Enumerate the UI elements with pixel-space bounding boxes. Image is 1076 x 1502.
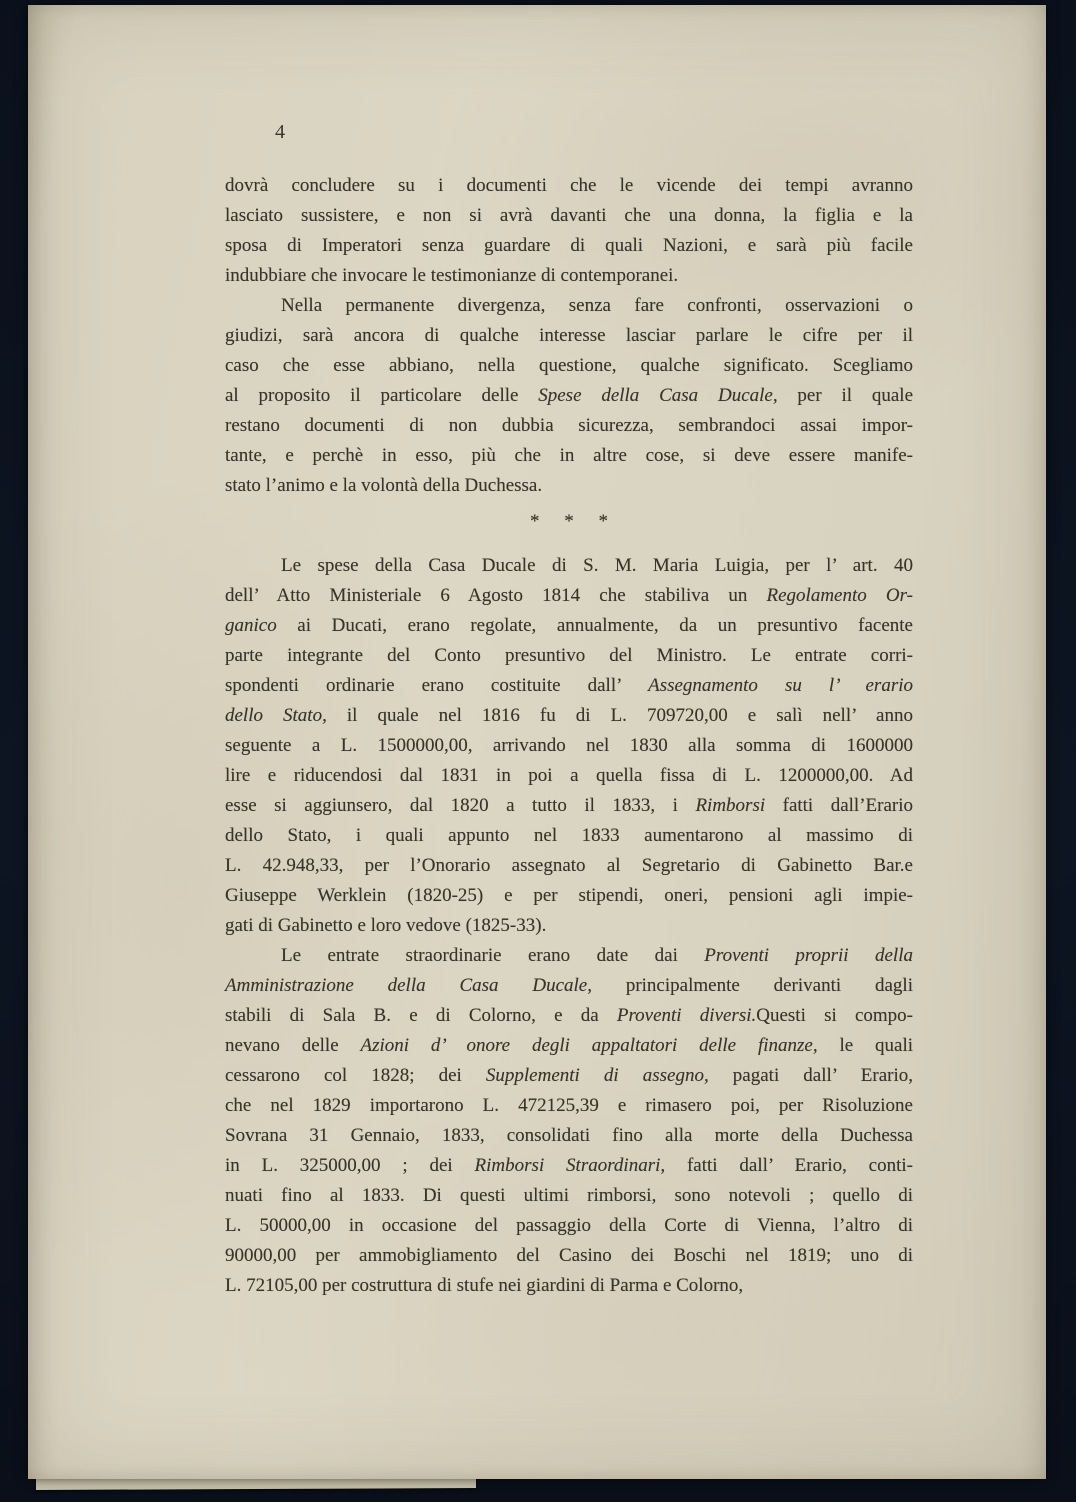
text-run: Giuseppe Werklein (1820-25) e per stipendi, oneri, pensioni agli impie-	[225, 885, 913, 906]
text-line	[225, 941, 913, 971]
text-run: sposa di Imperatori senza guardare di quali Nazioni, e sarà più facile	[225, 235, 913, 256]
text-line	[225, 1061, 913, 1091]
text-run: indubbiare che invocare le testimonianze di contemporanei.	[225, 265, 679, 286]
text-line	[225, 731, 913, 761]
italic-text: Assegnamento su l’ erario	[648, 675, 913, 696]
text-run: il quale nel 1816 fu di L. 709720,00 e salì nell’ anno	[326, 705, 913, 726]
italic-text: ganico	[225, 615, 277, 636]
italic-text: Rimborsi	[695, 795, 766, 816]
italic-text: Proventi diversi.	[616, 1005, 757, 1026]
text-run: gati di Gabinetto e loro vedove (1825-33).	[225, 915, 547, 936]
text-run: al proposito il particolare delle	[225, 385, 539, 406]
text-run: 90000,00 per ammobigliamento del Casino dei Boschi nel 1819; uno di	[225, 1245, 913, 1266]
text-line	[225, 1001, 913, 1031]
text-line	[225, 381, 913, 411]
text-line	[225, 1211, 913, 1241]
text-line	[225, 171, 913, 201]
text-line	[225, 201, 913, 231]
italic-text: Supplementi di assegno,	[485, 1065, 709, 1086]
text-line	[225, 761, 913, 791]
text-line	[225, 351, 913, 381]
text-line	[225, 1241, 913, 1271]
text-run: Le entrate straordinarie erano date dai	[281, 945, 705, 966]
text-line	[225, 231, 913, 261]
text-run: Sovrana 31 Gennaio, 1833, consolidati fino alla morte della Duchessa	[225, 1125, 913, 1146]
text-run: nevano delle	[225, 1035, 361, 1056]
text-line	[225, 1031, 913, 1061]
text-run: giudizi, sarà ancora di qualche interesse lasciar parlare le cifre per il	[225, 325, 913, 346]
text-block	[225, 171, 913, 1301]
text-line	[225, 911, 913, 941]
text-run: parte integrante del Conto presuntivo del Ministro. Le entrate corri-	[225, 645, 913, 666]
paragraph	[225, 171, 913, 291]
text-line	[225, 611, 913, 641]
paragraph	[225, 941, 913, 1301]
text-line	[225, 471, 913, 501]
text-run: fatti dall’ Erario, conti-	[665, 1155, 913, 1176]
text-line	[225, 551, 913, 581]
italic-text: Spese della Casa Ducale,	[538, 385, 778, 406]
italic-text: Regolamento Or-	[766, 585, 913, 606]
text-line	[225, 701, 913, 731]
text-line	[225, 821, 913, 851]
page-number: 4	[275, 121, 285, 143]
text-run: principalmente derivanti dagli	[591, 975, 913, 996]
text-line	[225, 641, 913, 671]
text-line	[225, 1181, 913, 1211]
text-line	[225, 851, 913, 881]
text-run: pagati dall’ Erario,	[708, 1065, 913, 1086]
text-line	[225, 1121, 913, 1151]
text-run: ai Ducati, erano regolate, annualmente, da un presuntivo facente	[276, 615, 913, 636]
text-line	[225, 441, 913, 471]
text-run: cessarono col 1828; dei	[225, 1065, 486, 1086]
text-run: che nel 1829 importarono L. 472125,39 e rimasero poi, per Risoluzione	[225, 1095, 913, 1116]
text-line	[225, 321, 913, 351]
text-run: L. 50000,00 in occasione del passaggio della Corte di Vienna, l’altro di	[225, 1215, 913, 1236]
section-separator: * * *	[530, 511, 618, 532]
text-run: lasciato sussistere, e non si avrà davanti che una donna, la figlia e la	[225, 205, 913, 226]
text-run: per il quale	[777, 385, 913, 406]
book-page	[28, 5, 1046, 1479]
text-run: in L. 325000,00 ; dei	[225, 1155, 475, 1176]
text-run: stabili di Sala B. e di Colorno, e da	[225, 1005, 617, 1026]
text-run: lire e riducendosi dal 1831 in poi a quella fissa di L. 1200000,00. Ad	[225, 765, 913, 786]
text-run: spondenti ordinarie erano costituite dall’	[225, 675, 649, 696]
text-run: restano documenti di non dubbia sicurezza, sembrandoci assai impor-	[225, 415, 913, 436]
text-line	[225, 971, 913, 1001]
text-line	[225, 1091, 913, 1121]
text-line	[225, 411, 913, 441]
text-run: stato l’animo e la volontà della Duchessa.	[225, 475, 543, 496]
text-line	[225, 581, 913, 611]
italic-text: Azioni d’ onore degli appaltatori delle finanze,	[360, 1035, 818, 1056]
text-line	[225, 791, 913, 821]
text-run: dello Stato, i quali appunto nel 1833 aumentarono al massimo di	[225, 825, 913, 846]
text-run: fatti dall’Erario	[765, 795, 913, 816]
text-run: nuati fino al 1833. Di questi ultimi rimborsi, sono notevoli ; quello di	[225, 1185, 913, 1206]
text-run: L. 72105,00 per costruttura di stufe nei giardini di Parma e Colorno,	[225, 1275, 744, 1296]
paragraph	[225, 291, 913, 501]
text-run: Le spese della Casa Ducale di S. M. Maria Luigia, per l’ art. 40	[281, 555, 913, 576]
paragraph	[225, 551, 913, 941]
text-run: dell’ Atto Ministeriale 6 Agosto 1814 che stabiliva un	[225, 585, 767, 606]
text-line	[225, 261, 913, 291]
text-run: dovrà concludere su i documenti che le vicende dei tempi avranno	[225, 175, 913, 196]
text-line	[225, 881, 913, 911]
text-run: esse si aggiunsero, dal 1820 a tutto il 1833, i	[225, 795, 696, 816]
text-run: le quali	[817, 1035, 914, 1056]
italic-text: Amministrazione della Casa Ducale,	[225, 975, 592, 996]
italic-text: Proventi proprii della	[704, 945, 913, 966]
italic-text: dello Stato,	[225, 705, 327, 726]
text-line	[225, 1271, 913, 1301]
text-line	[225, 671, 913, 701]
italic-text: Rimborsi Straordinari,	[474, 1155, 666, 1176]
text-run: seguente a L. 1500000,00, arrivando nel 1830 alla somma di 1600000	[225, 735, 913, 756]
text-line	[225, 1151, 913, 1181]
text-run: tante, e perchè in esso, più che in altre cose, si deve essere manife-	[225, 445, 913, 466]
text-run: L. 42.948,33, per l’Onorario assegnato al Segretario di Gabinetto Bar.e	[225, 855, 913, 876]
text-line	[225, 291, 913, 321]
text-run: Questi si compo-	[756, 1005, 913, 1026]
text-run: Nella permanente divergenza, senza fare confronti, osservazioni o	[281, 295, 913, 316]
text-run: caso che esse abbiano, nella questione, qualche significato. Scegliamo	[225, 355, 913, 376]
